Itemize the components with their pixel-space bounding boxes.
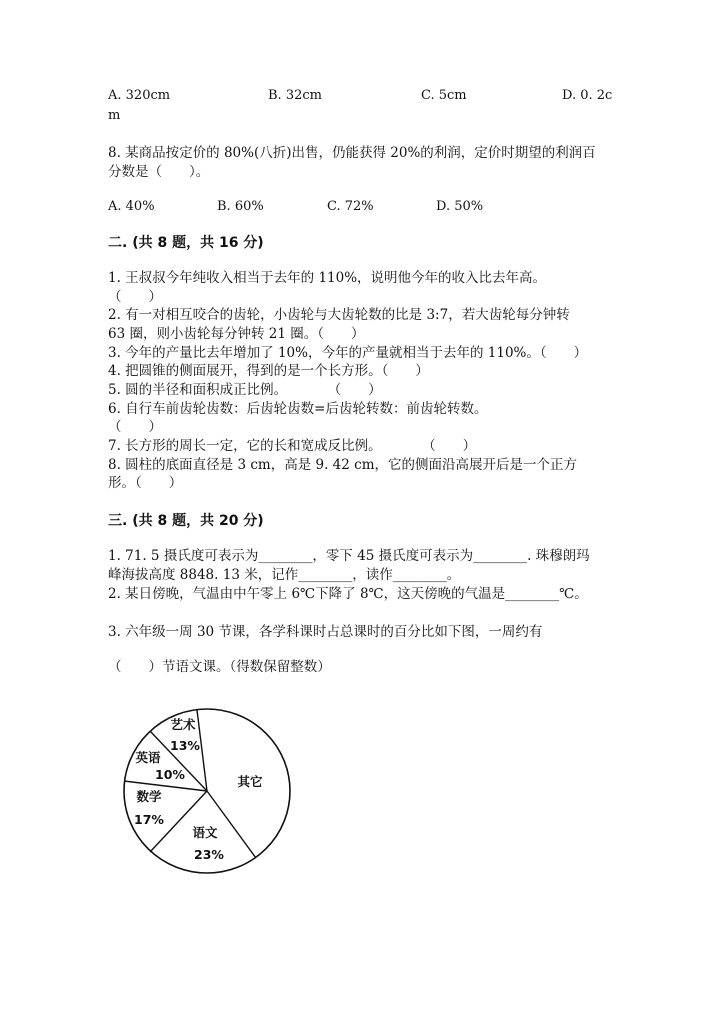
q8-option-c: C. 72%: [327, 199, 374, 214]
slice-label-math: 数学: [136, 789, 162, 804]
slice-value-chinese: 23%: [194, 847, 224, 862]
slice-label-art: 艺术: [170, 717, 196, 732]
s2-line-5: 3. 今年的产量比去年增加了 10%，今年的产量就相当于去年的 110%。（ ）: [108, 345, 588, 361]
subject-pie-chart: [110, 700, 310, 890]
q8-option-d: D. 50%: [436, 199, 484, 214]
q7-option-a: A. 320cm: [108, 88, 171, 103]
q8-line-1: 8. 某商品按定价的 80%(八折)出售，仍能获得 20%的利润，定价时期望的利润百: [108, 145, 596, 161]
q8-option-a: A. 40%: [108, 199, 155, 214]
s3-q1-line-1: 1. 71. 5 摄氏度可表示为________，零下 45 摄氏度可表示为________. 珠穆朗玛: [108, 548, 590, 564]
s2-line-9: （ ）: [108, 419, 162, 435]
q8-option-b: B. 60%: [217, 199, 264, 214]
slice-label-english: 英语: [135, 750, 161, 765]
section3-title: 三. (共 8 题，共 20 分): [108, 513, 264, 529]
q7-option-d-wrap: m: [108, 108, 121, 123]
s2-line-6: 4. 把圆锥的侧面展开，得到的是一个长方形。（ ）: [108, 363, 429, 379]
slice-value-english: 10%: [155, 767, 185, 782]
q8-line-2: 分数是（ ）。: [108, 164, 210, 180]
s2-line-10: 7. 长方形的周长一定，它的长和宽成反比例。 （ ）: [108, 438, 477, 454]
s2-line-3: 2. 有一对相互咬合的齿轮，小齿轮与大齿轮数的比是 3:7，若大齿轮每分钟转: [108, 307, 570, 323]
slice-label-chinese: 语文: [192, 825, 218, 840]
slice-label-other: 其它: [237, 774, 263, 789]
s2-line-7: 5. 圆的半径和面积成正比例。 （ ）: [108, 382, 382, 398]
s2-line-1: 1. 王叔叔今年纯收入相当于去年的 110%，说明他今年的收入比去年高。: [108, 270, 547, 286]
s3-q1-line-2: 峰海拔高度 8848. 13 米，记作________，读作________。: [108, 567, 461, 583]
s2-line-12: 形。（ ）: [108, 475, 183, 491]
q7-option-c: C. 5cm: [421, 88, 467, 103]
s2-line-11: 8. 圆柱的底面直径是 3 cm，高是 9. 42 cm，它的侧面沿高展开后是一个正方: [108, 457, 577, 473]
s2-line-2: （ ）: [108, 289, 162, 305]
s3-q2: 2. 某日傍晚，气温由中午零上 6℃下降了 8℃，这天傍晚的气温是________℃。: [108, 586, 588, 602]
section2-title: 二. (共 8 题，共 16 分): [108, 235, 264, 251]
q7-option-b: B. 32cm: [268, 88, 322, 103]
s2-line-8: 6. 自行车前齿轮齿数：后齿轮齿数=后齿轮转数：前齿轮转数。: [108, 401, 488, 417]
q7-option-d: D. 0. 2c: [562, 88, 613, 103]
s2-line-4: 63 圈，则小齿轮每分钟转 21 圈。（ ）: [108, 326, 365, 342]
slice-value-art: 13%: [170, 738, 200, 753]
slice-value-math: 17%: [134, 812, 164, 827]
s3-q3-line-1: 3. 六年级一周 30 节课，各学科课时占总课时的百分比如下图，一周约有: [108, 624, 543, 640]
s3-q3-line-2: （ ）节语文课。（得数保留整数）: [108, 659, 331, 675]
